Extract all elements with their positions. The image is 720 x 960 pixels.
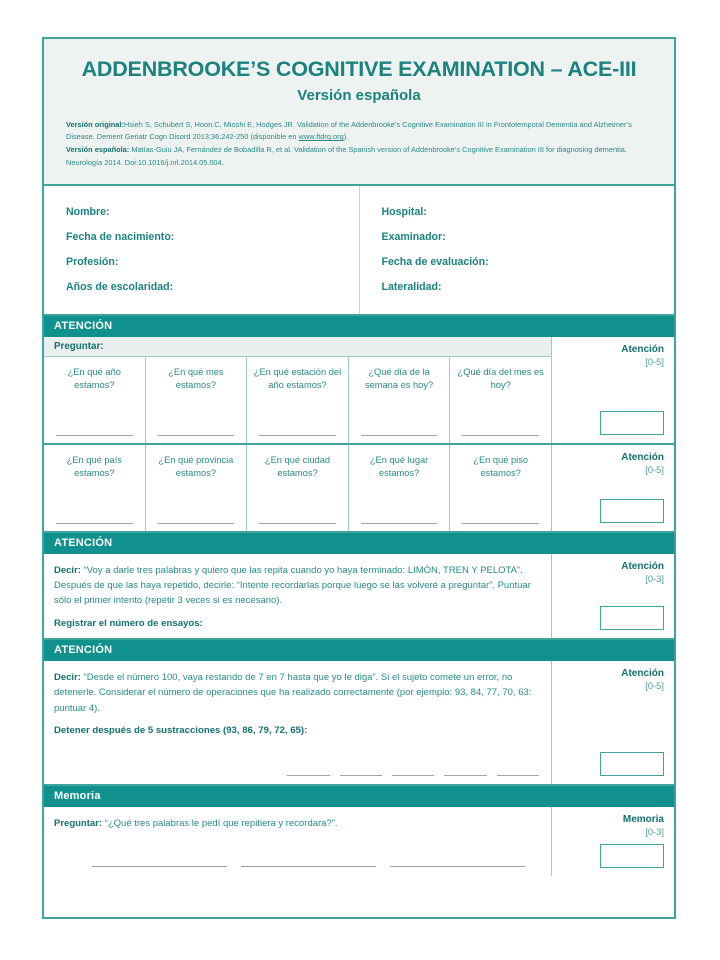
score-input-box[interactable] <box>600 844 664 868</box>
decir-label: Decir: <box>54 564 81 576</box>
question-text: ¿En qué ciudad estamos? <box>264 454 331 479</box>
serial-sevens-instruction <box>44 661 551 725</box>
registration-row <box>44 554 674 640</box>
serial-sevens-body <box>44 661 552 784</box>
orientation-time-grid <box>44 357 551 443</box>
answer-line[interactable] <box>241 866 376 867</box>
question-cell <box>44 445 146 531</box>
score-label: Atención <box>621 560 664 572</box>
score-label: Atención <box>621 451 664 463</box>
question-text: ¿En qué estación del año estamos? <box>253 366 342 391</box>
score-label: Atención <box>621 667 664 679</box>
orientation-place-row <box>44 445 674 533</box>
citation-spanish-text: Matías-Guiu JA, Fernández de Bobadilla R, et al. Validation of the Spanish version of Addenbrooke’s Cognitive Examination III for diagnosing dementia. Neurología 2014. Doi:10.1016/j.nrl.2014.05.004. <box>66 145 627 167</box>
field-label-examinador: Examinador: <box>381 231 446 244</box>
answer-line[interactable] <box>462 435 539 436</box>
answer-line[interactable] <box>497 775 539 776</box>
patient-info-right-column <box>359 186 675 314</box>
question-cell <box>247 445 349 531</box>
answer-line[interactable] <box>287 775 329 776</box>
section-bar-atencion-2: ATENCIÓN <box>44 533 674 554</box>
page-title: ADDENBROOKE’S COGNITIVE EXAMINATION – ACE-III <box>81 57 637 81</box>
question-text: ¿En qué piso estamos? <box>473 454 529 479</box>
score-column <box>552 807 674 876</box>
serial-sevens-answer-lines <box>287 775 551 784</box>
patient-info-section <box>44 186 674 316</box>
orientation-place-grid <box>44 445 551 531</box>
score-input-box[interactable] <box>600 752 664 776</box>
score-column <box>552 554 674 638</box>
orientation-place-body <box>44 445 552 531</box>
citation-original-tail: ). <box>343 132 349 142</box>
section-bar-atencion-3: ATENCIÓN <box>44 640 674 661</box>
answer-line[interactable] <box>340 775 382 776</box>
question-text: ¿Qué día del mes es hoy? <box>457 366 544 391</box>
question-cell <box>450 445 551 531</box>
citation-spanish-label: Versión española: <box>66 145 130 155</box>
question-text: ¿En qué país estamos? <box>66 454 122 479</box>
question-text: ¿En qué lugar estamos? <box>369 454 429 479</box>
ftdrg-link[interactable]: www.ftdrg.org <box>298 132 344 142</box>
memory-recall-row <box>44 807 674 876</box>
field-label-profesion: Profesión: <box>66 256 119 269</box>
score-column <box>552 445 674 531</box>
question-text: ¿En qué provincia estamos? <box>158 454 234 479</box>
score-range: [0-5] <box>645 680 664 692</box>
answer-line[interactable] <box>158 435 235 436</box>
field-label-fecha-nacimiento: Fecha de nacimiento: <box>66 231 175 244</box>
memory-recall-body <box>44 807 552 876</box>
citation-block <box>66 119 652 170</box>
answer-line[interactable] <box>259 435 336 436</box>
question-cell <box>349 357 451 443</box>
preguntar-band: Preguntar: <box>44 337 551 357</box>
answer-line[interactable] <box>259 523 336 524</box>
section-bar-atencion-1: ATENCIÓN <box>44 316 674 337</box>
score-input-box[interactable] <box>600 411 664 435</box>
section-bar-memoria: Memoria <box>44 786 674 807</box>
memory-instruction <box>44 807 551 840</box>
answer-line[interactable] <box>361 435 438 436</box>
question-cell <box>247 357 349 443</box>
citation-original <box>66 119 652 144</box>
score-column <box>552 661 674 784</box>
question-cell <box>44 357 146 443</box>
question-text: ¿En qué mes estamos? <box>168 366 224 391</box>
answer-line[interactable] <box>56 523 133 524</box>
answer-line[interactable] <box>390 866 525 867</box>
answer-line[interactable] <box>361 523 438 524</box>
patient-info-left-column <box>44 186 359 314</box>
registration-body <box>44 554 552 638</box>
field-label-nombre: Nombre: <box>66 206 110 219</box>
question-text: ¿Qué día de la semana es hoy? <box>364 366 434 391</box>
score-input-box[interactable] <box>600 499 664 523</box>
page-subtitle: Versión española <box>297 86 421 104</box>
score-range: [0-3] <box>645 826 664 838</box>
answer-line[interactable] <box>392 775 434 776</box>
serial-sevens-row <box>44 661 674 786</box>
registrar-ensayos-label: Registrar el número de ensayos: <box>54 617 203 629</box>
answer-line[interactable] <box>56 435 133 436</box>
spacer <box>44 745 551 775</box>
preguntar-text: “¿Qué tres palabras le pedí que repitiera y recordara?”. <box>102 817 338 829</box>
decir-text: “Voy a darle tres palabras y quiero que las repita cuando yo haya terminado: LIMÓN, TREN Y PELOTA”. Después de que las haya repetido, decirle: “Intente recordarlas porque luego se las volveré a preguntar”. Puntuar sólo el primer intento (repetir 3 veces si es necesario). <box>54 564 531 607</box>
answer-line[interactable] <box>462 523 539 524</box>
decir-text: “Desde el número 100, vaya restando de 7 en 7 hasta que yo le diga”. Si el sujeto comete un error, no detenerle. Considerar el número de operaciones que ha realizado correctamente (por ejemplo: 93, 84, 77, 70, 63: puntuar 4). <box>54 671 532 714</box>
citation-original-label: Versión original: <box>66 119 124 129</box>
score-column <box>552 337 674 443</box>
decir-label: Decir: <box>54 671 81 683</box>
field-label-fecha-evaluacion: Fecha de evaluación: <box>381 256 489 269</box>
score-input-box[interactable] <box>600 606 664 630</box>
registration-instruction <box>44 554 551 618</box>
field-label-lateralidad: Lateralidad: <box>381 281 442 294</box>
field-label-anos-escolaridad: Años de escolaridad: <box>66 281 174 294</box>
detener-label: Detener después de 5 sustracciones (93, 86, 79, 72, 65): <box>54 724 308 736</box>
ace-iii-form-page <box>42 37 676 919</box>
question-cell <box>450 357 551 443</box>
score-label: Memoria <box>622 813 664 825</box>
orientation-time-row <box>44 337 674 445</box>
score-range: [0-5] <box>645 464 664 476</box>
field-label-hospital: Hospital: <box>381 206 427 219</box>
answer-line[interactable] <box>444 775 486 776</box>
question-text: ¿En qué año estamos? <box>67 366 121 391</box>
score-range: [0-3] <box>645 573 664 585</box>
question-cell <box>146 445 248 531</box>
score-range: [0-5] <box>645 356 664 368</box>
citation-original-text: Hsieh S, Schubert S, Hoon C, Mioshi E, Hodges JR. Validation of the Addenbrooke’s Cognitive Examination III in Frontotemporal Dementia and Alzheimer’s Disease. Dement Geriatr Cogn Disord 2013;36:242-250 (disponible en <box>66 119 632 142</box>
form-header <box>44 39 674 186</box>
citation-spanish <box>66 144 652 169</box>
memory-answer-lines <box>44 840 551 876</box>
score-label: Atención <box>621 343 664 355</box>
preguntar-label: Preguntar: <box>54 817 103 829</box>
question-cell <box>146 357 248 443</box>
orientation-time-body <box>44 337 552 443</box>
answer-line[interactable] <box>92 866 227 867</box>
answer-line[interactable] <box>158 523 235 524</box>
question-cell <box>349 445 451 531</box>
